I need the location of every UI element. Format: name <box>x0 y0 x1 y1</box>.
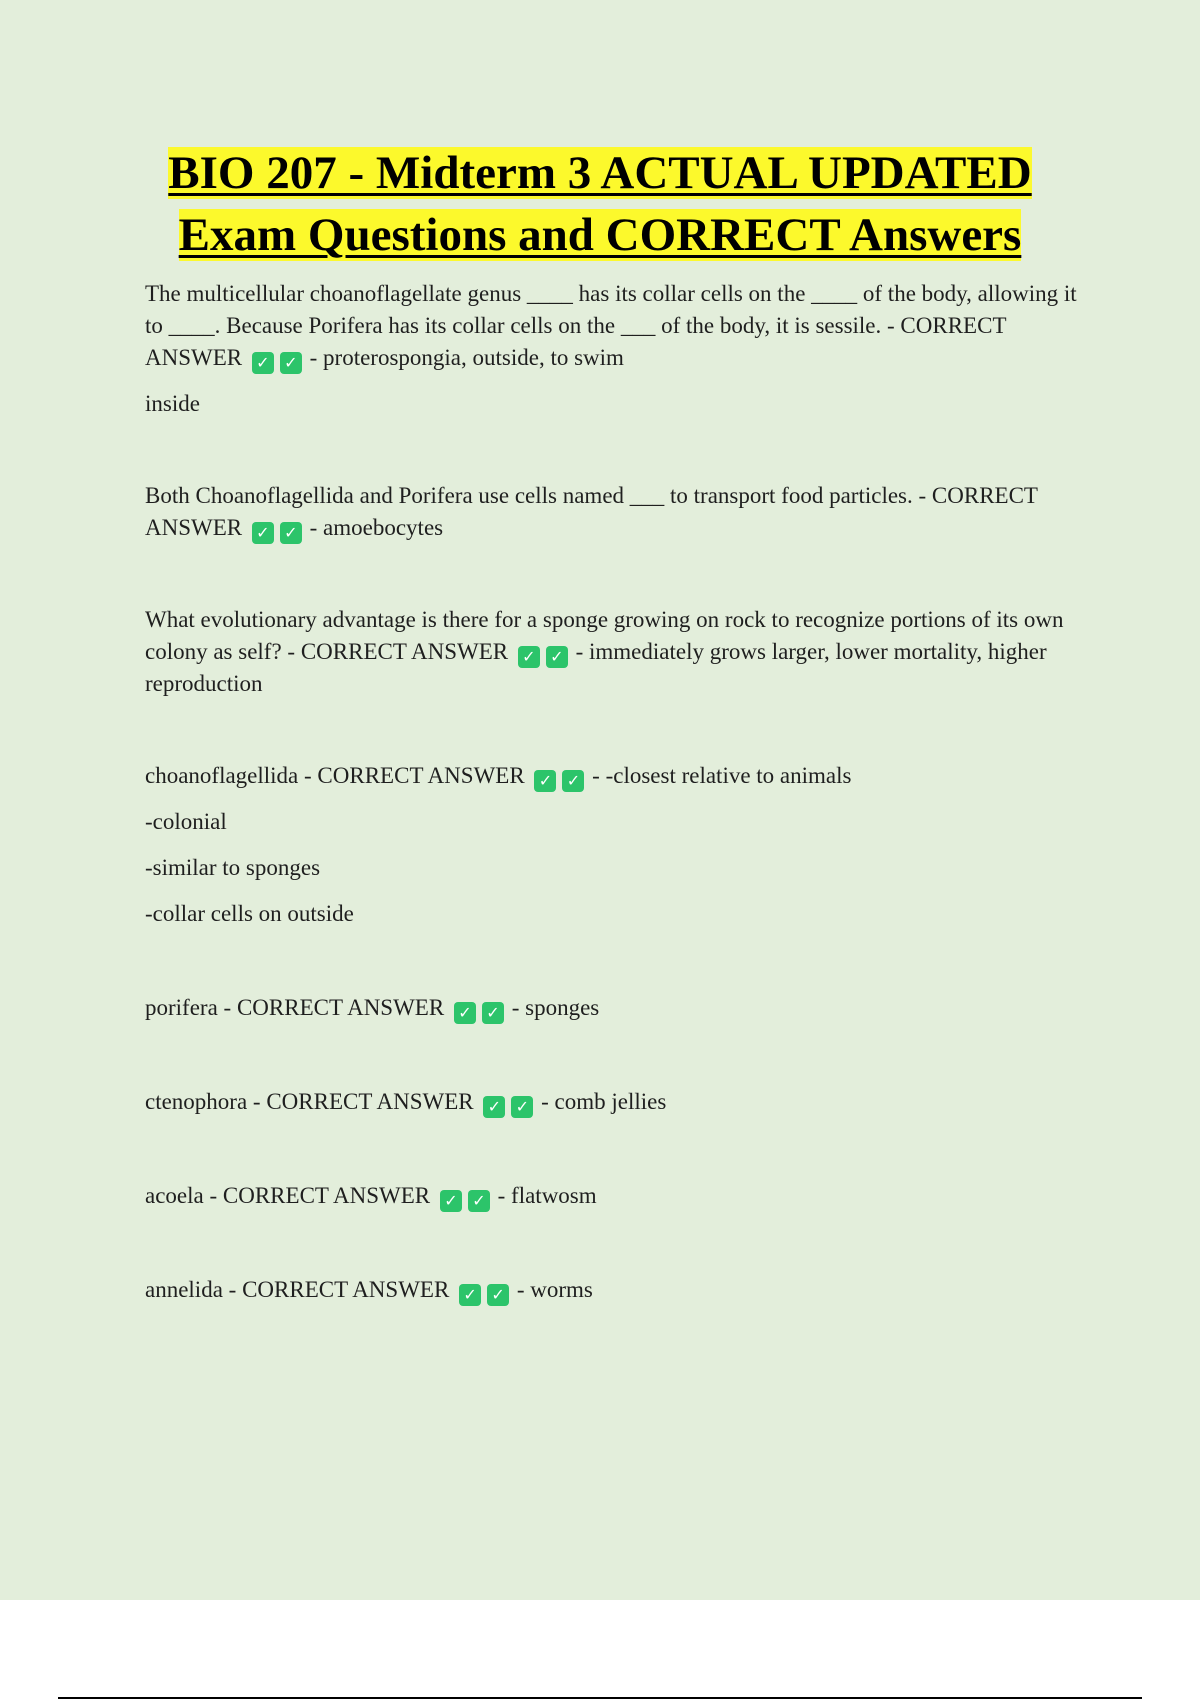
qa-item <box>145 1180 1090 1212</box>
question-text: What evolutionary advantage is there for a sponge growing on rock to recognize portions of its own colony as self? - CORRECT ANSWER <box>145 607 1064 664</box>
page-divider <box>58 1697 1142 1699</box>
question-text: acoela - CORRECT ANSWER <box>145 1183 431 1208</box>
qa-item <box>145 760 1090 792</box>
answer-text: - worms <box>516 1277 593 1302</box>
answer-text: - sponges <box>511 995 600 1020</box>
qa-item <box>145 604 1090 700</box>
check-icon: ✓ <box>252 522 274 544</box>
question-text: porifera - CORRECT ANSWER <box>145 995 445 1020</box>
title-line-1: BIO 207 - Midterm 3 ACTUAL UPDATED <box>168 147 1032 199</box>
qa-list <box>145 278 1090 1306</box>
check-icon: ✓ <box>546 646 568 668</box>
answer-text: - immediately grows larger, lower mortality, higher reproduction <box>145 639 1047 696</box>
check-icon: ✓ <box>534 770 556 792</box>
check-icon: ✓ <box>280 522 302 544</box>
document-title <box>100 142 1100 266</box>
check-icon: ✓ <box>440 1190 462 1212</box>
answer-extra-line: -collar cells on outside <box>145 901 354 926</box>
answer-extra-line: inside <box>145 391 200 416</box>
answer-extra-line: -similar to sponges <box>145 855 321 880</box>
question-text: choanoflagellida - CORRECT ANSWER <box>145 763 525 788</box>
check-icon: ✓ <box>459 1284 481 1306</box>
check-icon: ✓ <box>252 352 274 374</box>
qa-item <box>145 1086 1090 1118</box>
qa-item <box>145 278 1090 374</box>
check-icon: ✓ <box>482 1002 504 1024</box>
qa-item <box>145 480 1090 544</box>
check-icon: ✓ <box>280 352 302 374</box>
answer-text: - amoebocytes <box>309 515 444 540</box>
answer-text: - -closest relative to animals <box>592 763 852 788</box>
question-text: annelida - CORRECT ANSWER <box>145 1277 450 1302</box>
check-icon: ✓ <box>468 1190 490 1212</box>
answer-extra-line: -colonial <box>145 809 227 834</box>
question-text: The multicellular choanoflagellate genus ____ has its collar cells on the ____ of the body, allowing it to ____. Because Porifera has its collar cells on the ___ of the body, it is sessile. - CORRECT ANSWER <box>145 281 1077 370</box>
title-line-2: Exam Questions and CORRECT Answers <box>178 209 1022 261</box>
qa-item <box>145 1274 1090 1306</box>
answer-text: - proterospongia, outside, to swim <box>309 345 624 370</box>
answer-text: - comb jellies <box>541 1089 667 1114</box>
check-icon: ✓ <box>487 1284 509 1306</box>
check-icon: ✓ <box>483 1096 505 1118</box>
answer-text: - flatwosm <box>497 1183 597 1208</box>
check-icon: ✓ <box>511 1096 533 1118</box>
check-icon: ✓ <box>518 646 540 668</box>
qa-item <box>145 992 1090 1024</box>
check-icon: ✓ <box>562 770 584 792</box>
page-title <box>100 142 1100 266</box>
question-text: ctenophora - CORRECT ANSWER <box>145 1089 474 1114</box>
question-text: Both Choanoflagellida and Porifera use cells named ___ to transport food particles. - CORRECT ANSWER <box>145 483 1038 540</box>
check-icon: ✓ <box>454 1002 476 1024</box>
